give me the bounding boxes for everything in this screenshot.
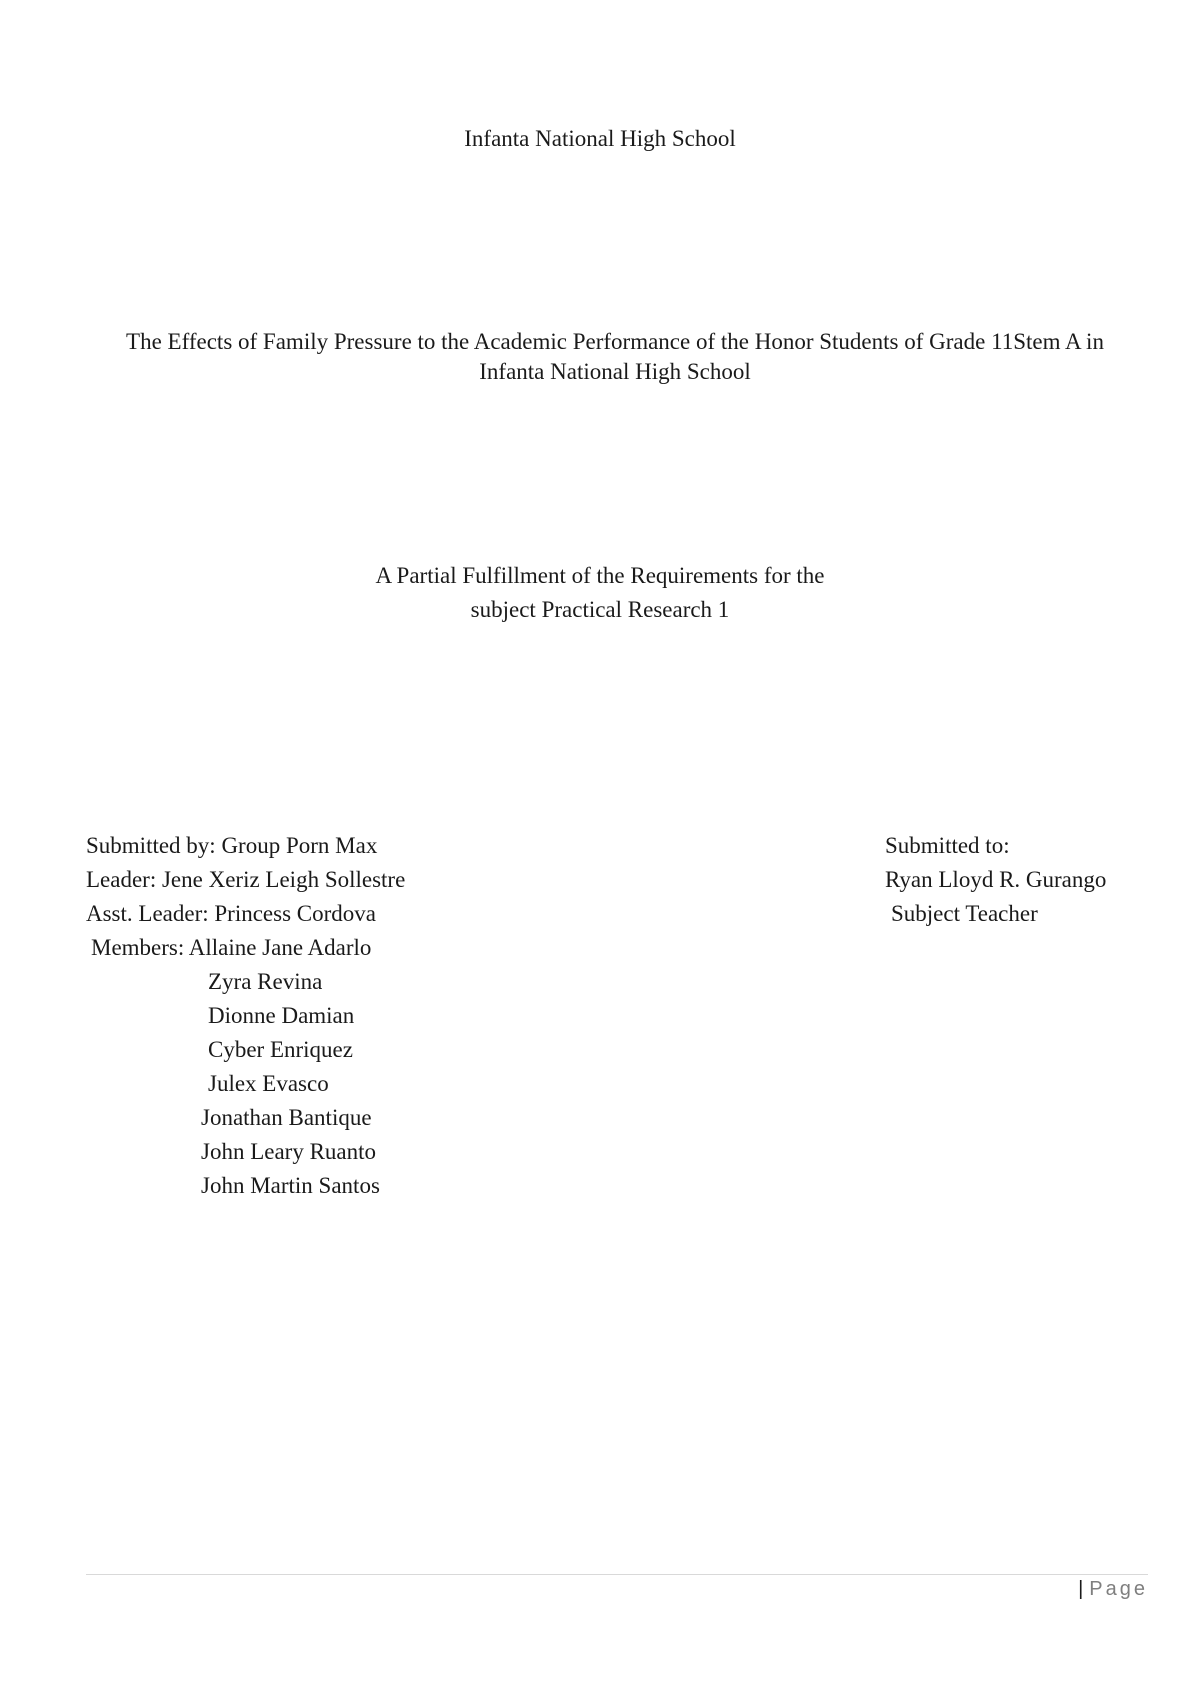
member-name: John Leary Ruanto: [201, 1139, 377, 1164]
submitted-to-label: Submitted to:: [885, 833, 1010, 858]
school-name-header: Infanta National High School: [464, 126, 736, 151]
research-title-line-2: Infanta National High School: [479, 359, 751, 384]
research-title-line-1: The Effects of Family Pressure to the Academic Performance of the Honor Students of Grade 11Stem A in: [126, 329, 1104, 354]
submitted-to-block: [885, 829, 1106, 931]
group-line: Submitted by: Group Porn Max: [86, 833, 378, 858]
member-name: Jonathan Bantique: [201, 1105, 372, 1130]
footer-divider: [86, 1574, 1148, 1575]
member-name: Julex Evasco: [208, 1071, 329, 1096]
footer-bar: |: [1078, 1578, 1084, 1600]
teacher-name: Ryan Lloyd R. Gurango: [885, 867, 1107, 892]
fulfillment-line-2: subject Practical Research 1: [470, 597, 730, 622]
member-name: Zyra Revina: [208, 969, 323, 994]
fulfillment-line-1: A Partial Fulfillment of the Requirements for the: [375, 563, 825, 588]
member-name: Cyber Enriquez: [208, 1037, 353, 1062]
fulfillment-statement: [0, 559, 1200, 627]
asst-leader-line: Asst. Leader: Princess Cordova: [86, 901, 376, 926]
member-name: Dionne Damian: [208, 1003, 355, 1028]
submitted-by-block: [86, 829, 405, 1203]
teacher-role: Subject Teacher: [891, 901, 1038, 926]
page-footer: [1078, 1578, 1148, 1601]
page-label: Page: [1089, 1578, 1148, 1600]
member-name: John Martin Santos: [201, 1173, 380, 1198]
leader-line: Leader: Jene Xeriz Leigh Sollestre: [86, 867, 406, 892]
research-title: [60, 327, 1170, 387]
members-line: Members: Allaine Jane Adarlo: [91, 935, 372, 960]
